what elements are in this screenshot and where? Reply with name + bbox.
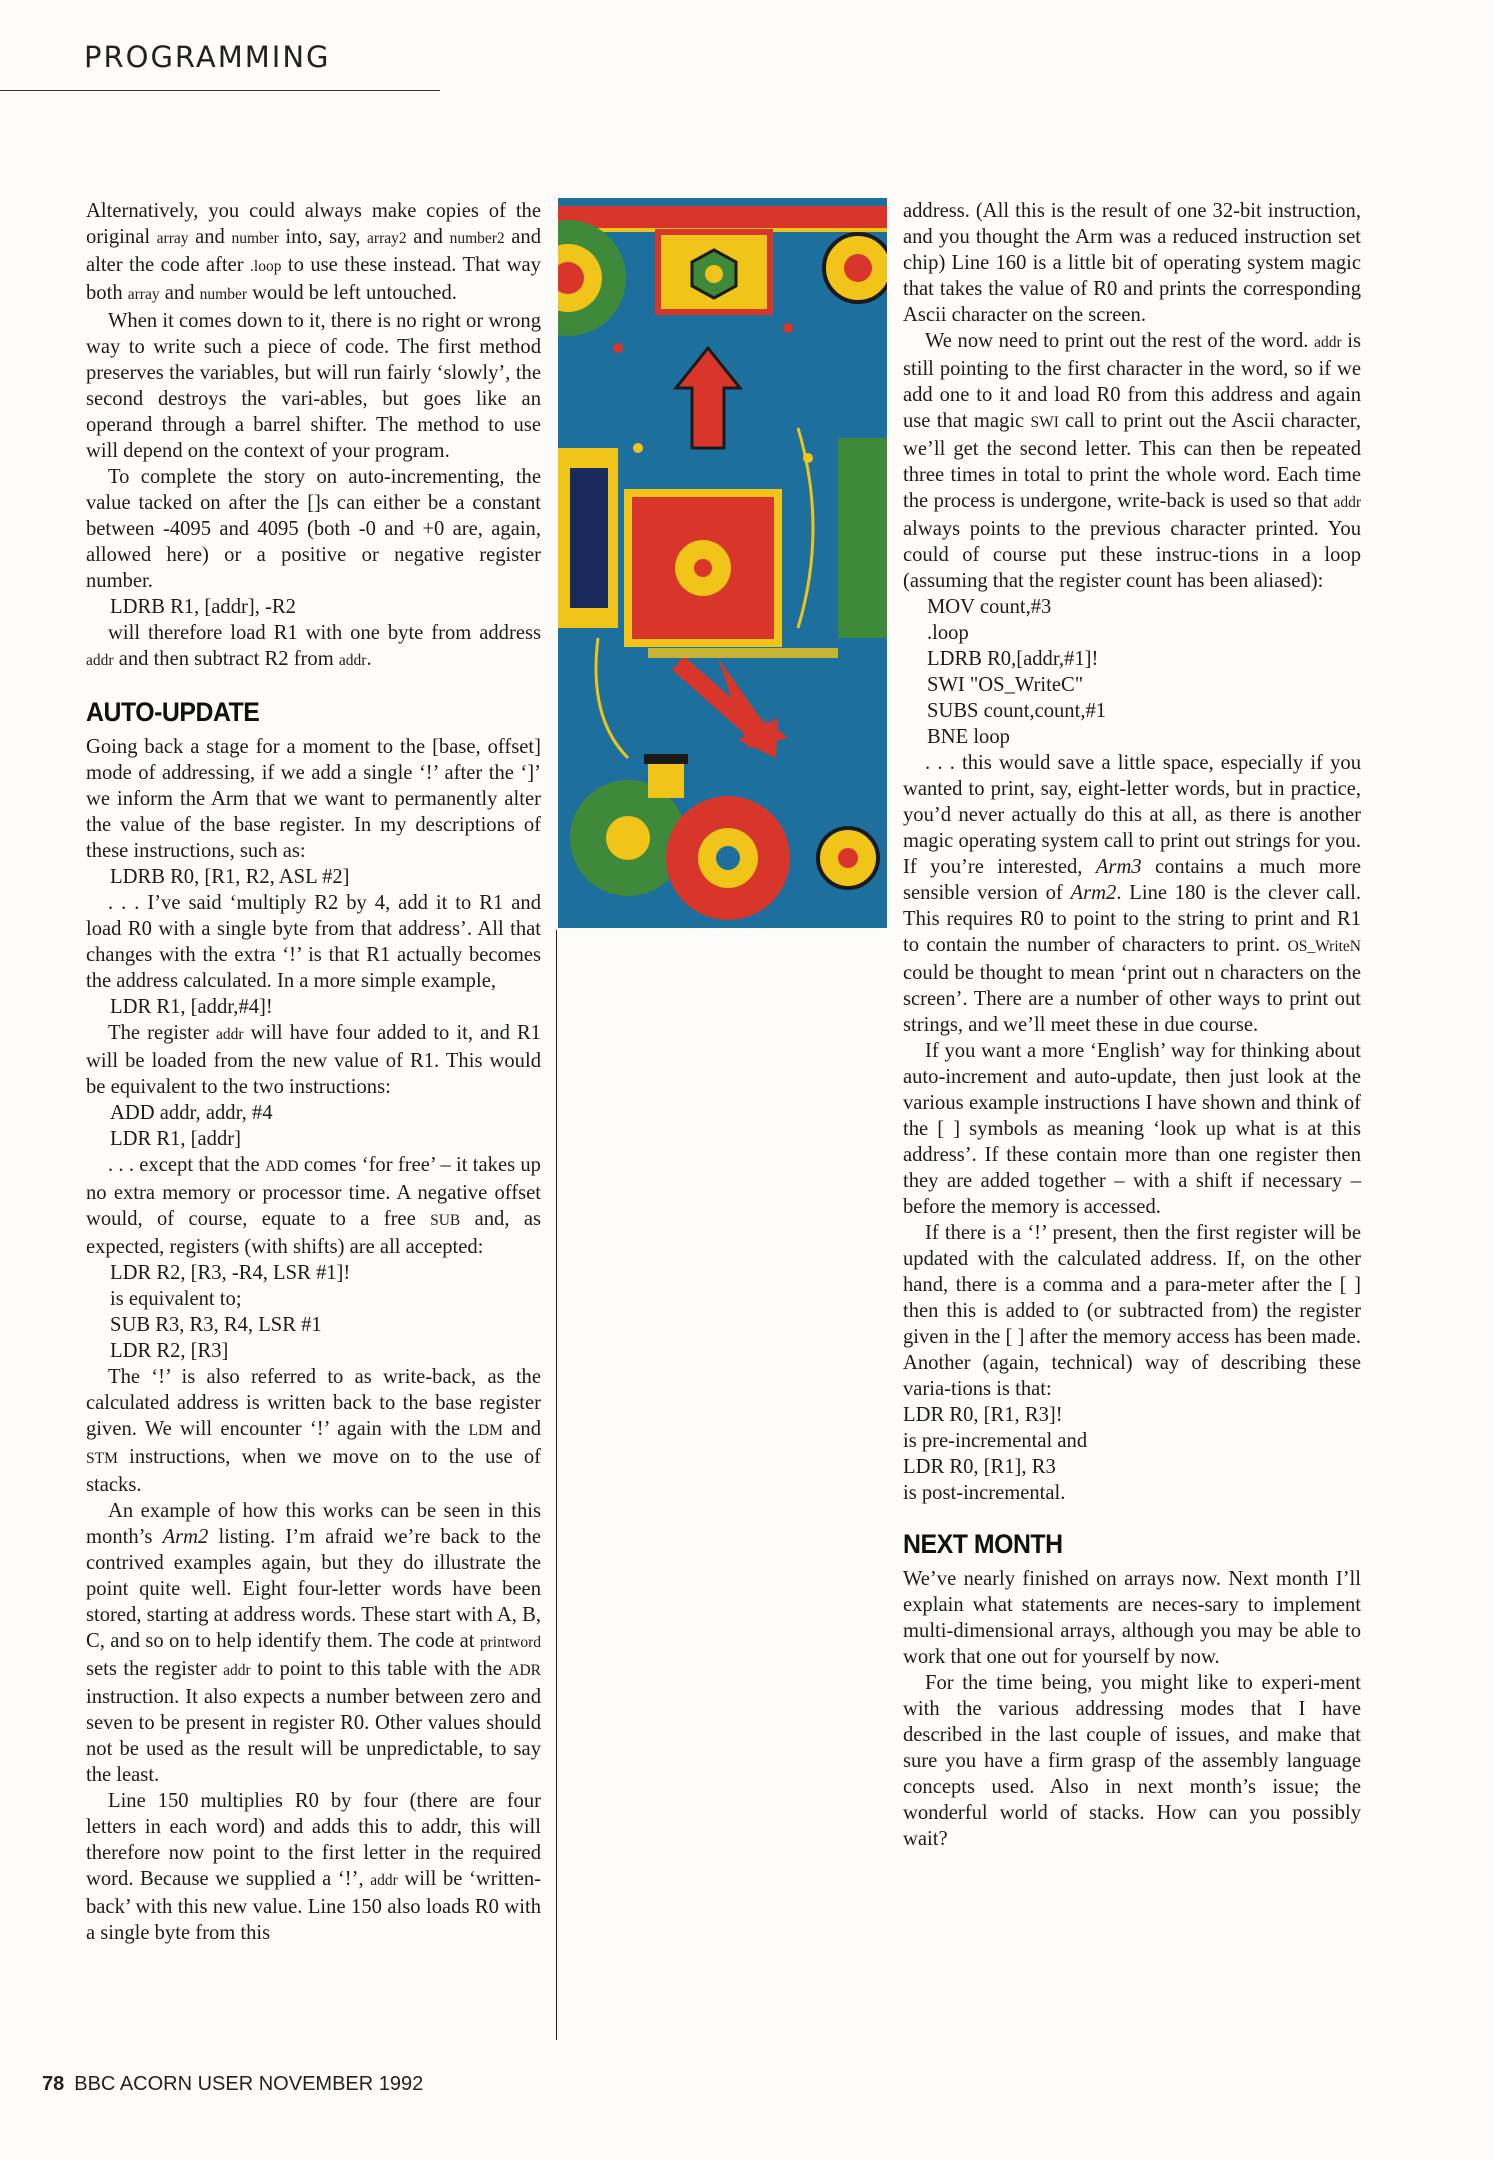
page-footer: [42, 2073, 423, 2096]
code-line: LDR R0, [R1, R3]!: [903, 1404, 1063, 1426]
heading-next-month: NEXT MONTH: [903, 1529, 1063, 1559]
code-line: LDR R0, [R1], R3: [903, 1456, 1056, 1478]
paragraph: Going back a stage for a moment to the [base, offset] mode of addressing, if we add a single ‘!’ after the ‘]’ we inform the Arm that we want to permanently alter the value of the base register. In my descriptions of these instructions, such as:: [86, 736, 541, 862]
illustration: [558, 198, 887, 928]
code-line: LDR R2, [R3, -R4, LSR #1]!: [110, 1262, 351, 1284]
code-line: SWI "OS_WriteC": [927, 674, 1084, 696]
code-line: is equivalent to;: [110, 1288, 242, 1310]
paragraph: . . . I’ve said ‘multiply R2 by 4, add it to R1 and load R0 with a single byte from that address’. All that changes with the extra ‘!’ is that R1 actually becomes the address calculated. In a more simple example,: [86, 892, 541, 992]
right-column: [903, 198, 1361, 1852]
paragraph: If you want a more ‘English’ way for thinking about auto-increment and auto-update, then just look at the various example instructions I have shown and think of the [ ] symbols as meaning ‘look up what is at this address’. If these contain more than one register then they are added together – with a shift if necessary – before the memory is accessed.: [903, 1040, 1361, 1218]
paragraph: . . . this would save a little space, especially if you wanted to print, say, eight-letter words, but in practice, you’d never actually do this at all, as there is another magic operating system call to print out strings for you. If you’re interested, Arm3 contains a much more sensible version of Arm2. Line 180 is the clever call. This requires R0 to point to the string to print and R1 to contain the number of characters to print. OS_WriteN could be thought to mean ‘print out n characters on the screen’. There are a number of other ways to print out strings, and we’ll meet these in due course.: [903, 752, 1362, 1036]
paragraph: For the time being, you might like to experi-ment with the various addressing modes that I have described in the last couple of issues, and make that sure you have a firm grasp of the assembly language concepts used. Also in next month’s issue; the wonderful world of stacks. How can you possibly wait?: [903, 1672, 1361, 1850]
code-line: SUBS count,count,#1: [927, 700, 1107, 722]
paragraph: Alternatively, you could always make copies of the original array and number into, say, array2 and number2 and alter the code after .loop to use these instead. That way both array and number would be left untouched.: [86, 200, 542, 304]
code-line: LDRB R0,[addr,#1]!: [927, 648, 1099, 670]
paragraph: The register addr will have four added to it, and R1 will be loaded from the new value of R1. This would be equivalent to the two instructions:: [86, 1022, 541, 1098]
code-line: is pre-incremental and: [903, 1430, 1088, 1452]
paragraph: We now need to print out the rest of the word. addr is still pointing to the first character in the word, so if we add one to it and load R0 from this address and again use that magic SWI call to print out the Ascii character, we’ll get the second letter. This can then be repeated three times in total to print the whole word. Each time the process is undergone, write-back is used so that addr always points to the previous character printed. You could of course put these instruc-tions in a loop (assuming that the register count has been aliased):: [903, 330, 1362, 592]
code-line: SUB R3, R3, R4, LSR #1: [110, 1314, 322, 1336]
code-line: LDR R1, [addr,#4]!: [110, 996, 273, 1018]
code-line: LDRB R0, [R1, R2, ASL #2]: [110, 866, 350, 888]
paragraph: Line 150 multiplies R0 by four (there are four letters in each word) and adds this to addr, this will therefore now point to the first letter in the required word. Because we supplied a ‘!’, addr will be ‘written-back’ with this new value. Line 150 also loads R0 with a single byte from this: [86, 1790, 541, 1944]
paragraph: We’ve nearly finished on arrays now. Next month I’ll explain what statements are neces-sary to implement multi-dimensional arrays, although you may be able to work that one out for yourself by now.: [903, 1568, 1361, 1668]
code-line: BNE loop: [927, 726, 1010, 748]
paragraph: will therefore load R1 with one byte from address addr and then subtract R2 from addr.: [86, 622, 541, 670]
paragraph: . . . except that the ADD comes ‘for free’ – it takes up no extra memory or processor time. A negative offset would, of course, equate to a free SUB and, as expected, registers (with shifts) are all accepted:: [86, 1154, 541, 1258]
code-line: LDRB R1, [addr], -R2: [110, 596, 296, 618]
paragraph: An example of how this works can be seen in this month’s Arm2 listing. I’m afraid we’re back to the contrived examples again, but they do illustrate the point quite well. Eight four-letter words have been stored, starting at address words. These start with A, B, C, and so on to help identify them. The code at printword sets the register addr to point to this table with the ADR instruction. It also expects a number between zero and seven to be present in register R0. Other values should not be used as the result will be unpredictable, to say the least.: [86, 1500, 542, 1786]
paragraph: address. (All this is the result of one 32-bit instruction, and you thought the Arm was a reduced instruction set chip) Line 160 is a little bit of operating system magic that takes the value of R0 and prints the corresponding Ascii character on the screen.: [903, 200, 1361, 326]
code-line: MOV count,#3: [927, 596, 1052, 618]
code-line: .loop: [927, 622, 969, 644]
code-line: LDR R2, [R3]: [110, 1340, 229, 1362]
page-number: 78: [42, 2073, 65, 2095]
paragraph: The ‘!’ is also referred to as write-back, as the calculated address is written back to the base register given. We will encounter ‘!’ again with the LDM and STM instructions, when we move on to the use of stacks.: [86, 1366, 541, 1496]
column-rule: [556, 930, 557, 2040]
magazine-issue: BBC ACORN USER NOVEMBER 1992: [74, 2073, 424, 2095]
paragraph: When it comes down to it, there is no right or wrong way to write such a piece of code. The first method preserves the variables, but will run fairly ‘slowly’, the second destroys the vari-ables, but goes like an operand through a barrel shifter. The method to use will depend on the context of your program.: [86, 310, 541, 462]
paragraph: If there is a ‘!’ present, then the first register will be updated with the calculated address. If, on the other hand, there is a comma and a para-meter after the [ ] then this is added to (or subtracted from) the register given in the [ ] after the memory access has been made. Another (again, technical) way of describing these varia-tions is that:: [903, 1222, 1361, 1400]
section-header: PROGRAMMING: [84, 40, 331, 74]
code-line: is post-incremental.: [903, 1482, 1066, 1504]
left-column: [86, 198, 541, 1946]
header-rule: [0, 90, 440, 91]
machine-art: [558, 198, 887, 928]
code-line: ADD addr, addr, #4: [110, 1102, 273, 1124]
heading-auto-update: AUTO-UPDATE: [86, 697, 260, 727]
code-line: LDR R1, [addr]: [110, 1128, 241, 1150]
paragraph: To complete the story on auto-incrementing, the value tacked on after the []s can either be a constant between -4095 and 4095 (both -0 and +0 are, again, allowed here) or a positive or negative register number.: [86, 466, 541, 592]
